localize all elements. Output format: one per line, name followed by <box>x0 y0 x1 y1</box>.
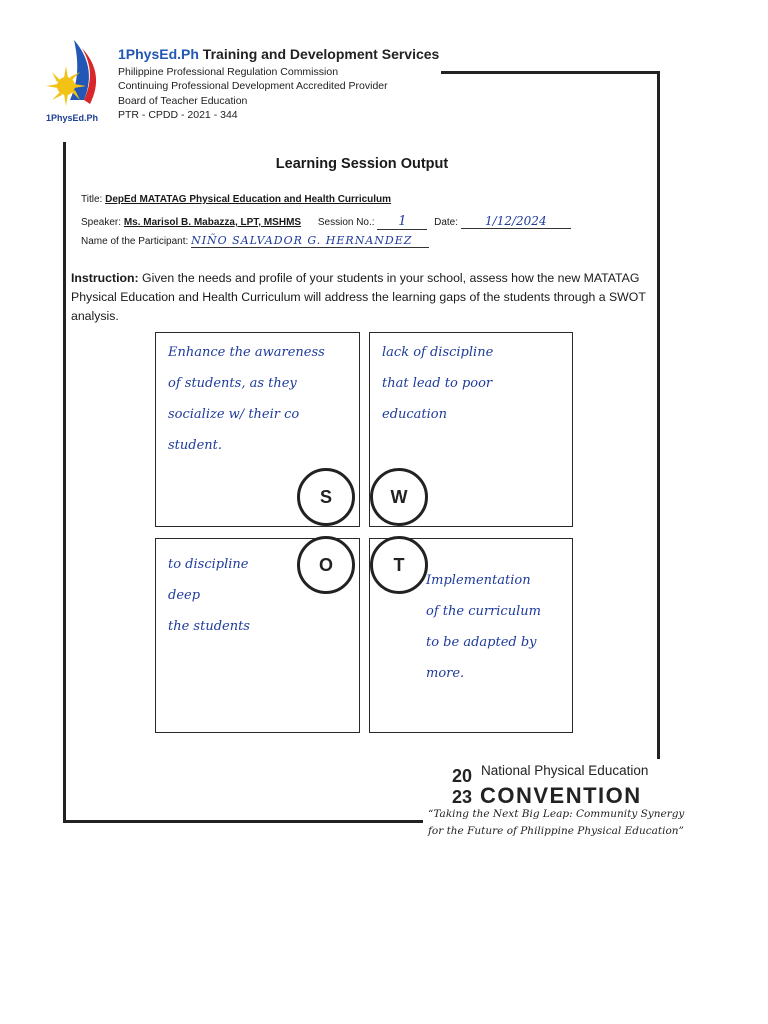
frame-right-line <box>657 71 660 759</box>
page-title: Learning Session Output <box>275 156 449 172</box>
swot-w-letter: W <box>390 486 408 507</box>
logo-caption: 1PhysEd.Ph <box>46 113 99 123</box>
frame-left-line <box>63 142 66 822</box>
convention-subtitle: National Physical Education <box>481 763 649 778</box>
title-label: Title: <box>81 194 103 205</box>
convention-year-bottom: 23 <box>452 787 473 807</box>
participant-row <box>81 234 429 248</box>
swot-s-circle <box>297 468 355 526</box>
swot-o-letter: O <box>318 554 333 575</box>
swot-o-circle <box>297 536 355 594</box>
instruction-text <box>71 269 661 326</box>
strengths-text: Enhance the awareness of students, as they socialize w/ their co student. <box>168 345 325 453</box>
header-line-ptr: PTR - CPDD - 2021 - 344 <box>118 109 238 121</box>
participant-value: NIÑO SALVADOR G. HERNANDEZ <box>191 234 429 248</box>
frame-top-line <box>441 71 659 74</box>
session-label: Session No.: <box>317 217 375 228</box>
threats-text: Implementation of the curriculum to be adapted by more. <box>426 573 541 681</box>
opportunities-text: to discipline deep the students <box>168 557 250 634</box>
date-value: 1/12/2024 <box>461 214 571 229</box>
convention-tagline-1: “Taking the Next Big Leap: Community Synergy <box>428 808 685 820</box>
convention-year-top: 20 <box>452 766 473 786</box>
provider-title-rest: Training and Development Services <box>198 46 440 62</box>
weaknesses-text: lack of discipline that lead to poor education <box>382 345 494 422</box>
instruction-label: Instruction: <box>71 271 139 285</box>
swot-s-letter: S <box>319 486 332 507</box>
instruction-body: Given the needs and profile of your students in your school, assess how the new MATATAG Physical Education and Health Curriculum will address the learning gaps of the students through a SWOT analysis. <box>71 271 646 323</box>
speaker-label: Speaker: <box>81 217 122 228</box>
session-value: 1 <box>377 214 427 230</box>
swot-t-letter: T <box>393 554 405 575</box>
title-value: DepEd MATATAG Physical Education and Health Curriculum <box>105 194 392 205</box>
convention-tagline-2: for the Future of Philippine Physical Education” <box>428 825 684 837</box>
header-line-cpd: Continuing Professional Development Accredited Provider <box>118 80 388 92</box>
speaker-value: Ms. Marisol B. Mabazza, LPT, MSHMS <box>123 217 302 228</box>
provider-brand: 1PhysEd.Ph <box>118 46 199 62</box>
speaker-row <box>81 214 641 230</box>
header-line-prc: Philippine Professional Regulation Commission <box>118 66 339 78</box>
date-label: Date: <box>434 217 459 228</box>
participant-label: Name of the Participant: <box>81 236 189 247</box>
header-line-bte: Board of Teacher Education <box>118 95 248 107</box>
swot-w-circle <box>370 468 428 526</box>
provider-title <box>118 46 439 62</box>
title-row <box>81 194 391 205</box>
convention-title: CONVENTION <box>480 783 642 808</box>
swot-t-circle <box>370 536 428 594</box>
frame-bottom-line <box>63 820 423 823</box>
